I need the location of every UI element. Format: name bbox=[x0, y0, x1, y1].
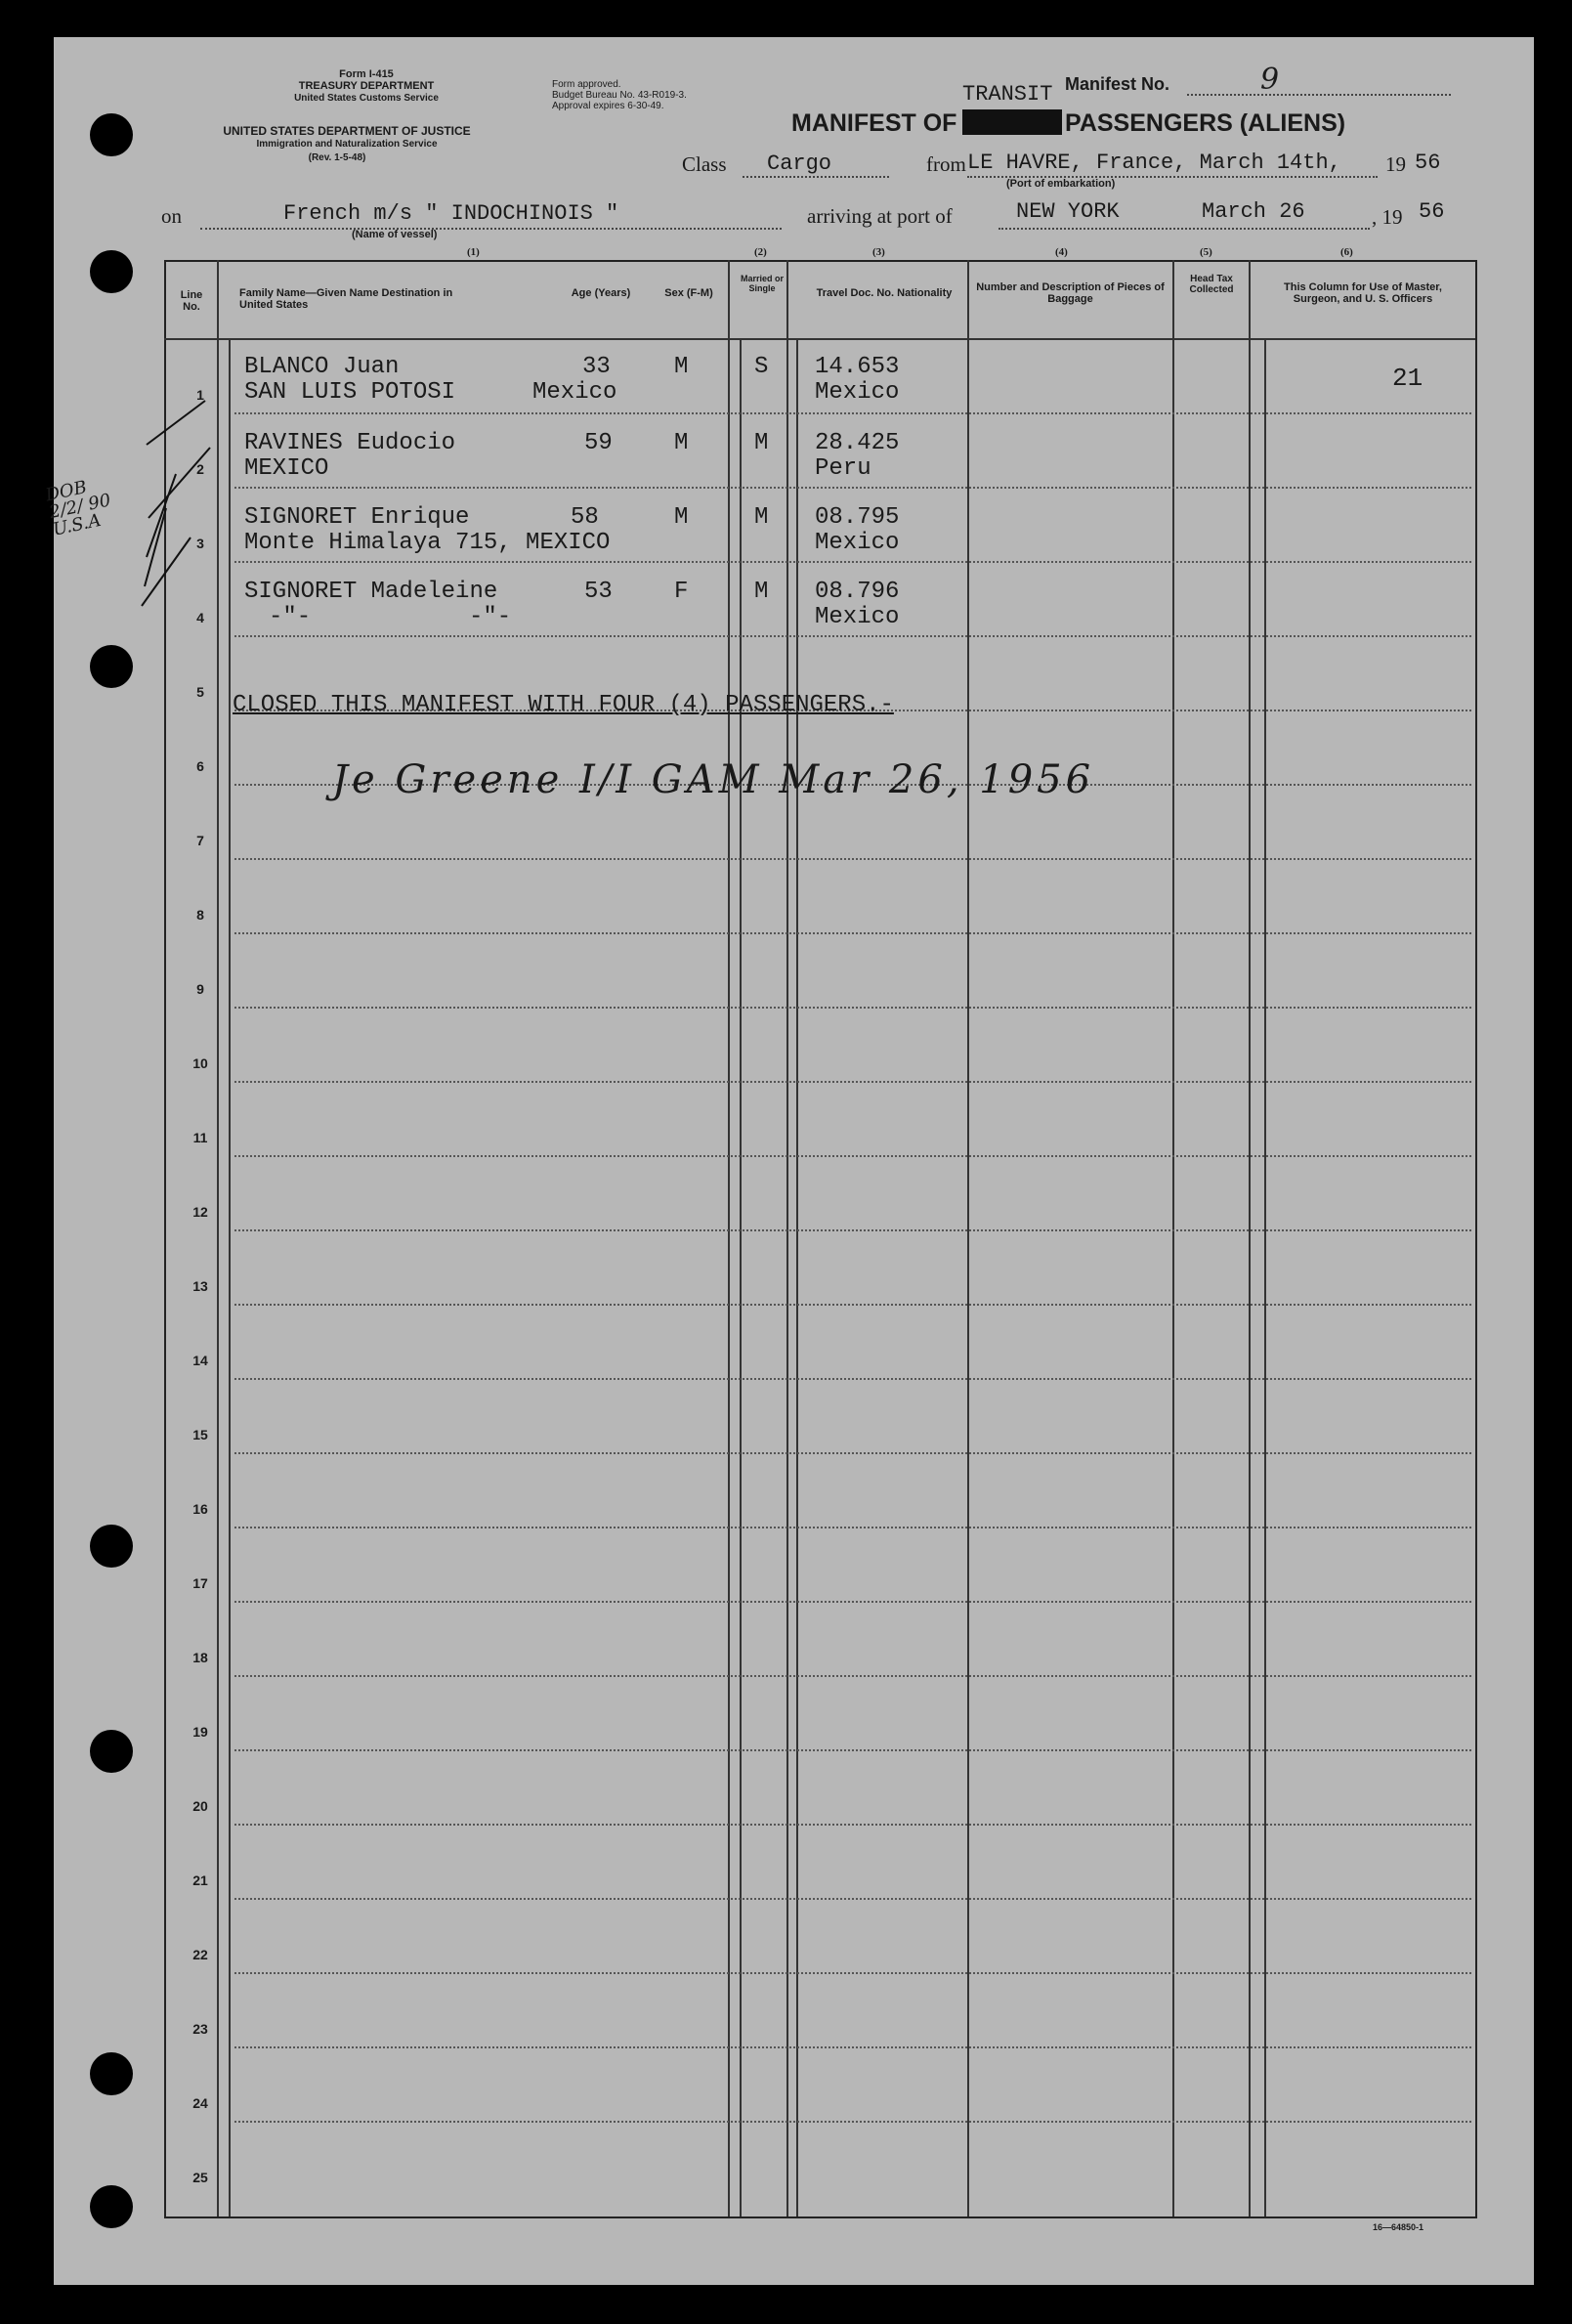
row-rule bbox=[234, 1155, 1471, 1157]
row-rule bbox=[234, 561, 1471, 563]
col-num-2: (2) bbox=[754, 246, 767, 258]
row-number: 23 bbox=[192, 2021, 208, 2037]
passenger-age: 33 bbox=[582, 354, 611, 380]
row-rule bbox=[234, 2046, 1471, 2048]
header-baggage: Number and Description of Pieces of Baggage bbox=[976, 281, 1165, 305]
row-rule bbox=[234, 1749, 1471, 1751]
passenger-age: 58 bbox=[571, 504, 599, 531]
passenger-destination-2: -"- bbox=[469, 604, 512, 630]
col-num-3: (3) bbox=[872, 246, 885, 258]
passenger-sex: M bbox=[674, 430, 689, 456]
punch-hole bbox=[90, 113, 133, 156]
row-number: 16 bbox=[192, 1501, 208, 1517]
justice-dept: UNITED STATES DEPARTMENT OF JUSTICE bbox=[223, 124, 471, 138]
row-rule bbox=[234, 1898, 1471, 1900]
revision-date: (Rev. 1-5-48) bbox=[308, 152, 366, 163]
budget-bureau: Budget Bureau No. 43-R019-3. bbox=[552, 90, 687, 101]
passenger-name: SIGNORET Madeleine bbox=[244, 579, 498, 605]
row-number: 4 bbox=[196, 610, 204, 625]
row-number: 15 bbox=[192, 1427, 208, 1442]
passenger-name: BLANCO Juan bbox=[244, 354, 400, 380]
row-rule bbox=[234, 1304, 1471, 1306]
arrival-year-prefix: , 19 bbox=[1372, 205, 1403, 229]
passenger-nationality: Peru bbox=[815, 455, 871, 482]
passenger-name: RAVINES Eudocio bbox=[244, 430, 456, 456]
arrival-year: 56 bbox=[1419, 199, 1445, 224]
row-rule bbox=[234, 412, 1471, 414]
manifest-title: MANIFEST OF bbox=[791, 109, 957, 137]
passenger-destination: Monte Himalaya 715, MEXICO bbox=[244, 530, 611, 556]
header-married: Married or Single bbox=[740, 274, 784, 293]
row-number: 12 bbox=[192, 1204, 208, 1220]
row-rule bbox=[234, 1007, 1471, 1009]
punch-hole bbox=[90, 250, 133, 293]
transit-label: TRANSIT bbox=[962, 82, 1053, 107]
from-value: LE HAVRE, France, March 14th, bbox=[967, 151, 1341, 175]
punch-hole bbox=[90, 645, 133, 688]
officer-note: 21 bbox=[1392, 364, 1423, 393]
row-number: 22 bbox=[192, 1947, 208, 1962]
passenger-doc: 08.796 bbox=[815, 579, 900, 605]
passenger-name: SIGNORET Enrique bbox=[244, 504, 470, 531]
row-rule bbox=[234, 1601, 1471, 1603]
row-rule bbox=[234, 1378, 1471, 1380]
closing-statement: CLOSED THIS MANIFEST WITH FOUR (4) PASSENGERS.- bbox=[233, 692, 894, 718]
row-number: 24 bbox=[192, 2095, 208, 2111]
header-travel-doc: Travel Doc. No. Nationality bbox=[816, 287, 953, 299]
arrival-date: March 26 bbox=[1202, 199, 1305, 224]
passenger-doc: 14.653 bbox=[815, 354, 900, 380]
ins-service: Immigration and Naturalization Service bbox=[256, 139, 438, 150]
row-number: 6 bbox=[196, 758, 204, 774]
passenger-sex: M bbox=[674, 504, 689, 531]
header-sex: Sex (F-M) bbox=[664, 287, 713, 299]
manifest-no-label: Manifest No. bbox=[1065, 74, 1170, 94]
punch-hole bbox=[90, 1730, 133, 1773]
punch-hole bbox=[90, 2185, 133, 2228]
row-number: 18 bbox=[192, 1650, 208, 1665]
row-number: 5 bbox=[196, 684, 204, 700]
header-name: Family Name—Given Name Destination in United States bbox=[239, 287, 453, 311]
on-label: on bbox=[161, 204, 182, 228]
vessel-caption: (Name of vessel) bbox=[352, 229, 438, 240]
row-number: 25 bbox=[192, 2170, 208, 2185]
row-number: 9 bbox=[196, 981, 204, 997]
row-rule bbox=[234, 858, 1471, 860]
treasury-dept: TREASURY DEPARTMENT bbox=[298, 80, 435, 92]
redaction-block bbox=[962, 109, 1062, 135]
row-number: 3 bbox=[196, 536, 204, 551]
punch-hole bbox=[90, 1525, 133, 1568]
row-number: 20 bbox=[192, 1798, 208, 1814]
passenger-marital: S bbox=[754, 354, 769, 380]
row-number: 11 bbox=[192, 1130, 208, 1145]
passenger-destination-2: Mexico bbox=[532, 379, 617, 406]
passenger-nationality: Mexico bbox=[815, 379, 900, 406]
passenger-nationality: Mexico bbox=[815, 604, 900, 630]
passenger-marital: M bbox=[754, 504, 769, 531]
passenger-sex: M bbox=[674, 354, 689, 380]
row-number: 10 bbox=[192, 1055, 208, 1071]
passenger-destination: SAN LUIS POTOSI bbox=[244, 379, 456, 406]
margin-marks bbox=[137, 391, 254, 616]
col-num-1: (1) bbox=[467, 246, 480, 258]
row-number: 21 bbox=[192, 1872, 208, 1888]
row-number: 17 bbox=[192, 1575, 208, 1591]
row-number: 1 bbox=[196, 387, 204, 403]
row-rule bbox=[234, 2121, 1471, 2123]
row-rule bbox=[234, 932, 1471, 934]
from-label: from bbox=[926, 152, 966, 176]
passenger-age: 59 bbox=[584, 430, 613, 456]
footer-code: 16—64850-1 bbox=[1373, 2222, 1424, 2232]
row-number: 14 bbox=[192, 1353, 208, 1368]
col-num-4: (4) bbox=[1055, 246, 1068, 258]
row-rule bbox=[234, 1972, 1471, 1974]
inspector-signature-note: Je Greene I/I GAM Mar 26, 1956 bbox=[332, 757, 1095, 802]
row-number: 2 bbox=[196, 461, 204, 477]
vessel-name: French m/s " INDOCHINOIS " bbox=[283, 201, 619, 226]
arrival-port: NEW YORK bbox=[1016, 199, 1120, 224]
customs-service: United States Customs Service bbox=[294, 93, 439, 104]
passenger-sex: F bbox=[674, 579, 689, 605]
from-year: 56 bbox=[1415, 151, 1441, 175]
form-number: Form I-415 bbox=[339, 68, 394, 80]
row-rule bbox=[234, 1675, 1471, 1677]
row-number: 19 bbox=[192, 1724, 208, 1740]
passenger-marital: M bbox=[754, 579, 769, 605]
row-rule bbox=[234, 1229, 1471, 1231]
approval-note: Form approved. bbox=[552, 79, 621, 90]
header-age: Age (Years) bbox=[571, 287, 631, 299]
row-number: 13 bbox=[192, 1278, 208, 1294]
arriving-label: arriving at port of bbox=[807, 204, 953, 228]
row-number: 8 bbox=[196, 907, 204, 923]
header-line-no: Line No. bbox=[180, 289, 203, 313]
header-officers: This Column for Use of Master, Surgeon, and U. S. Officers bbox=[1284, 281, 1442, 305]
punch-hole bbox=[90, 2052, 133, 2095]
passenger-destination: MEXICO bbox=[244, 455, 329, 482]
passenger-doc: 08.795 bbox=[815, 504, 900, 531]
col-num-5: (5) bbox=[1200, 246, 1212, 258]
passenger-doc: 28.425 bbox=[815, 430, 900, 456]
port-embark-caption: (Port of embarkation) bbox=[1006, 178, 1116, 190]
row-rule bbox=[234, 1824, 1471, 1826]
row-number: 7 bbox=[196, 833, 204, 848]
row-rule bbox=[234, 635, 1471, 637]
passenger-destination: -"- bbox=[269, 604, 312, 630]
passenger-age: 53 bbox=[584, 579, 613, 605]
manifest-title-end: PASSENGERS (ALIENS) bbox=[1065, 109, 1346, 137]
passenger-marital: M bbox=[754, 430, 769, 456]
margin-note: DOB 2/2/ 90 U.S.A bbox=[43, 477, 113, 540]
manifest-no-value: 9 bbox=[1260, 63, 1280, 97]
from-year-prefix: 19 bbox=[1385, 152, 1406, 176]
row-rule bbox=[234, 1081, 1471, 1083]
passenger-nationality: Mexico bbox=[815, 530, 900, 556]
row-rule bbox=[234, 487, 1471, 489]
class-value: Cargo bbox=[767, 151, 832, 176]
header-head-tax: Head Tax Collected bbox=[1189, 274, 1234, 295]
approval-expires: Approval expires 6-30-49. bbox=[552, 101, 664, 111]
col-num-6: (6) bbox=[1340, 246, 1353, 258]
row-rule bbox=[234, 1452, 1471, 1454]
class-label: Class bbox=[682, 152, 727, 176]
row-rule bbox=[234, 1527, 1471, 1528]
